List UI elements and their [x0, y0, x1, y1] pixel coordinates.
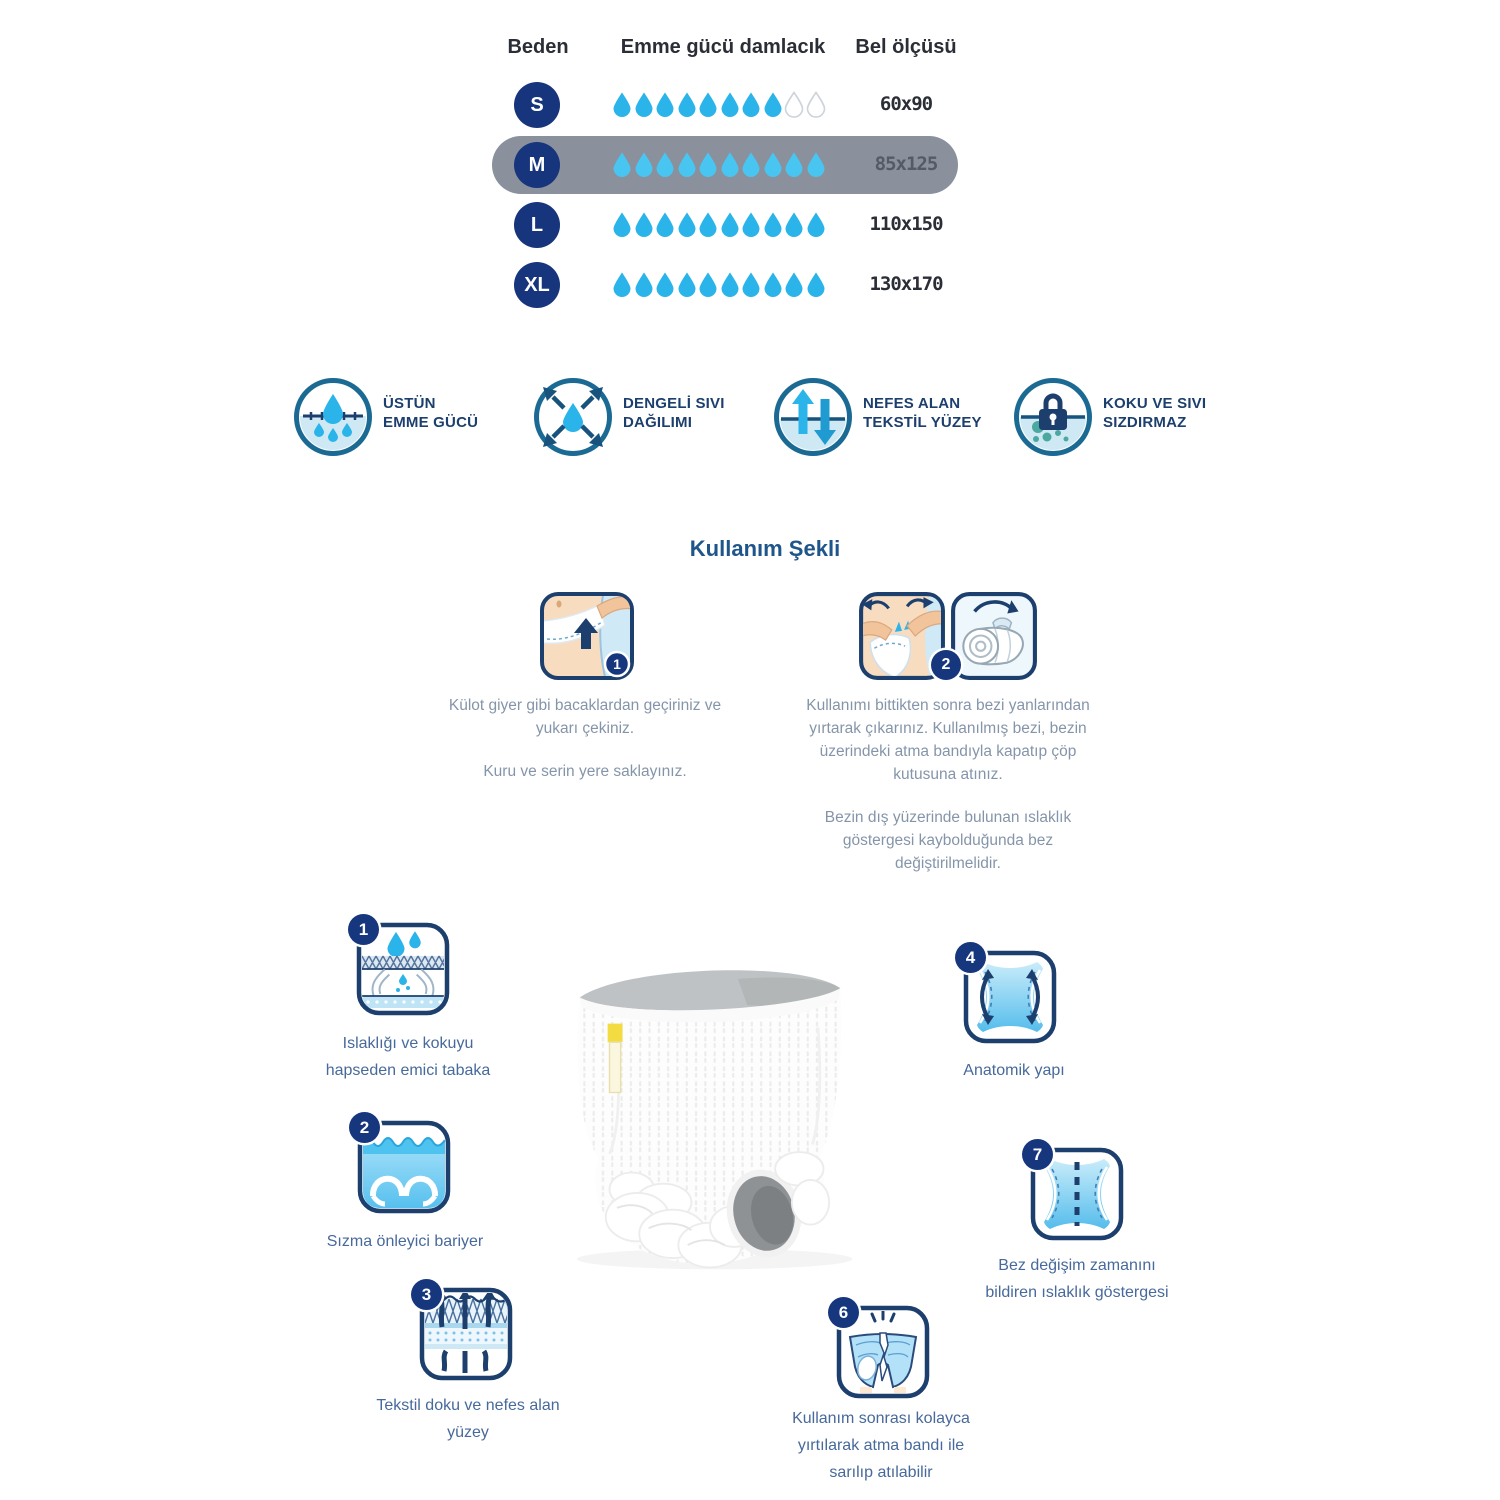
callout-label-line: Tekstil doku ve nefes alan	[376, 1397, 560, 1414]
size-badge: S	[514, 82, 560, 128]
droplet-icon	[720, 211, 740, 238]
callout-label	[746, 1405, 1016, 1486]
droplet-icon	[763, 91, 783, 118]
callout-number-badge: 3	[411, 1279, 442, 1310]
droplet-icon	[698, 211, 718, 238]
droplet-icon	[677, 91, 697, 118]
liquid-distribution-icon	[533, 444, 613, 461]
droplet-icon	[784, 91, 804, 118]
droplet-icon	[677, 211, 697, 238]
callout-number-badge: 1	[348, 914, 379, 945]
droplet-icon	[720, 91, 740, 118]
instruction-line: Kuru ve serin yere saklayınız.	[483, 763, 687, 780]
wetness-indicator-strip	[608, 1024, 623, 1043]
absorbent-layer-icon	[356, 1003, 450, 1020]
feature-label-line: DAĞILIMI	[623, 414, 693, 431]
instruction-line	[778, 786, 1118, 806]
instruction-line: Kullanımı bittikten sonra bezi yanlarından	[806, 697, 1090, 714]
size-row-S	[0, 75, 1500, 135]
step1-number: 1	[613, 656, 621, 672]
callout-number-badge: 2	[349, 1112, 380, 1143]
instruction-line: göstergesi kaybolduğunda bez	[842, 832, 1054, 849]
absorbency-droplets	[612, 271, 826, 298]
usage-step2-illustration-roll	[950, 591, 1038, 686]
instruction-line	[415, 740, 755, 760]
callout-label-line: yüzey	[447, 1424, 489, 1441]
feature-label-line: TEKSTİL YÜZEY	[863, 414, 982, 431]
droplet-icon	[763, 271, 783, 298]
step1-instructions	[415, 694, 755, 783]
callout-7-icon-group	[1030, 1144, 1124, 1241]
callout-2-icon-group	[357, 1117, 451, 1214]
usage-title: Kullanım Şekli	[689, 536, 841, 562]
feature-2	[533, 377, 725, 457]
callout-label	[285, 1228, 525, 1255]
callout-label-line: yırtılarak atma bandı ile	[797, 1437, 965, 1454]
droplet-icon	[698, 91, 718, 118]
waist-size: 60x90	[879, 93, 933, 115]
callout-label-line: Anatomik yapı	[963, 1062, 1065, 1079]
feature-label	[863, 394, 982, 432]
instruction-line: üzerindeki atma bandıyla kapatıp çöp	[819, 743, 1077, 760]
droplet-icon	[612, 211, 632, 238]
droplet-icon	[655, 211, 675, 238]
droplet-icon	[720, 271, 740, 298]
callout-number-badge: 4	[955, 942, 986, 973]
size-row-L	[0, 195, 1500, 255]
callout-number-badge: 6	[828, 1297, 859, 1328]
absorbency-drops-icon	[293, 444, 373, 461]
droplet-icon	[784, 211, 804, 238]
instruction-line: Bezin dış yüzerinde bulunan ıslaklık	[824, 809, 1072, 826]
callout-label-line: Islaklığı ve kokuyu	[342, 1035, 474, 1052]
feature-label	[383, 394, 478, 432]
feature-label-line: NEFES ALAN	[863, 395, 961, 412]
odor-liquid-lock-icon	[1013, 444, 1093, 461]
usage-step1-illustration	[538, 591, 636, 686]
droplet-icon	[806, 91, 826, 118]
droplet-icon	[741, 151, 761, 178]
absorbency-droplets	[612, 91, 826, 118]
feature-label-line: ÜSTÜN	[383, 395, 436, 412]
feature-label-line: DENGELİ SIVI	[623, 395, 725, 412]
callout-label-line: Sızma önleyici bariyer	[326, 1233, 484, 1250]
droplet-icon	[698, 271, 718, 298]
callout-label	[333, 1392, 603, 1446]
feature-label	[1103, 394, 1206, 432]
size-badge: XL	[514, 262, 560, 308]
callout-1-icon-group	[356, 919, 450, 1016]
droplet-icon	[806, 271, 826, 298]
droplet-icon	[655, 91, 675, 118]
droplet-icon	[741, 91, 761, 118]
droplet-icon	[655, 271, 675, 298]
droplet-icon	[806, 151, 826, 178]
callout-label-line: Bez değişim zamanını	[998, 1257, 1156, 1274]
header-size: Beden	[507, 36, 569, 58]
waist-size: 110x150	[869, 213, 943, 235]
callout-number-badge: 7	[1022, 1139, 1053, 1170]
callout-3-icon-group	[419, 1284, 513, 1381]
step2-instructions	[778, 694, 1118, 875]
feature-3	[773, 377, 982, 457]
callout-label-line: hapseden emici tabaka	[325, 1062, 491, 1079]
size-badge: M	[514, 142, 560, 188]
feature-1	[293, 377, 479, 457]
droplet-icon	[720, 151, 740, 178]
step2-number-badge: 2	[931, 650, 961, 680]
callout-label	[899, 1057, 1129, 1084]
callout-label-line: sarılıp atılabilir	[829, 1464, 933, 1481]
droplet-icon	[612, 271, 632, 298]
callout-4-icon-group	[963, 947, 1057, 1044]
droplet-icon	[634, 151, 654, 178]
size-badge: L	[514, 202, 560, 248]
waist-size: 85x125	[874, 153, 938, 175]
callout-label	[288, 1030, 528, 1084]
leak-barrier-icon	[357, 1201, 451, 1218]
breathable-surface-icon	[773, 444, 853, 461]
header-absorbency: Emme gücü damlacık	[620, 36, 826, 58]
droplet-icon	[677, 271, 697, 298]
instruction-line: değiştirilmelidir.	[895, 855, 1001, 872]
callout-6-icon-group	[836, 1302, 930, 1399]
droplet-icon	[698, 151, 718, 178]
waist-size: 130x170	[869, 273, 943, 295]
droplet-icon	[655, 151, 675, 178]
instruction-line: yukarı çekiniz.	[535, 720, 635, 737]
feature-label-line: SIZDIRMAZ	[1103, 414, 1187, 431]
droplet-icon	[784, 151, 804, 178]
absorbency-droplets	[612, 151, 826, 178]
droplet-icon	[741, 271, 761, 298]
callout-label-line: bildiren ıslaklık göstergesi	[985, 1284, 1169, 1301]
droplet-icon	[763, 211, 783, 238]
instruction-line: Külot giyer gibi bacaklardan geçiriniz ve	[448, 697, 722, 714]
anatomic-shape-icon	[963, 1031, 1057, 1048]
droplet-icon	[763, 151, 783, 178]
instruction-line: kutusuna atınız.	[893, 766, 1003, 783]
size-row-M	[0, 135, 1500, 195]
textile-breathable-icon	[419, 1368, 513, 1385]
feature-label-line: EMME GÜCÜ	[383, 414, 479, 431]
header-waist: Bel ölçüsü	[855, 36, 957, 58]
droplet-icon	[634, 271, 654, 298]
droplet-icon	[634, 211, 654, 238]
absorbency-droplets	[612, 211, 826, 238]
wetness-indicator-icon	[1030, 1228, 1124, 1245]
feature-label	[623, 394, 725, 432]
tear-disposal-icon	[836, 1386, 930, 1403]
droplet-icon	[677, 151, 697, 178]
product-photo-pull-up-pants	[550, 938, 870, 1273]
instruction-line: yırtarak çıkarınız. Kullanılmış bezi, bezin	[809, 720, 1087, 737]
callout-label	[937, 1252, 1217, 1306]
droplet-icon	[634, 91, 654, 118]
droplet-icon	[612, 91, 632, 118]
size-row-XL	[0, 255, 1500, 315]
droplet-icon	[741, 211, 761, 238]
feature-label-line: KOKU VE SIVI	[1103, 395, 1207, 412]
droplet-icon	[806, 211, 826, 238]
callout-label-line: Kullanım sonrası kolayca	[792, 1410, 970, 1427]
droplet-icon	[784, 271, 804, 298]
feature-4	[1013, 377, 1207, 457]
droplet-icon	[612, 151, 632, 178]
